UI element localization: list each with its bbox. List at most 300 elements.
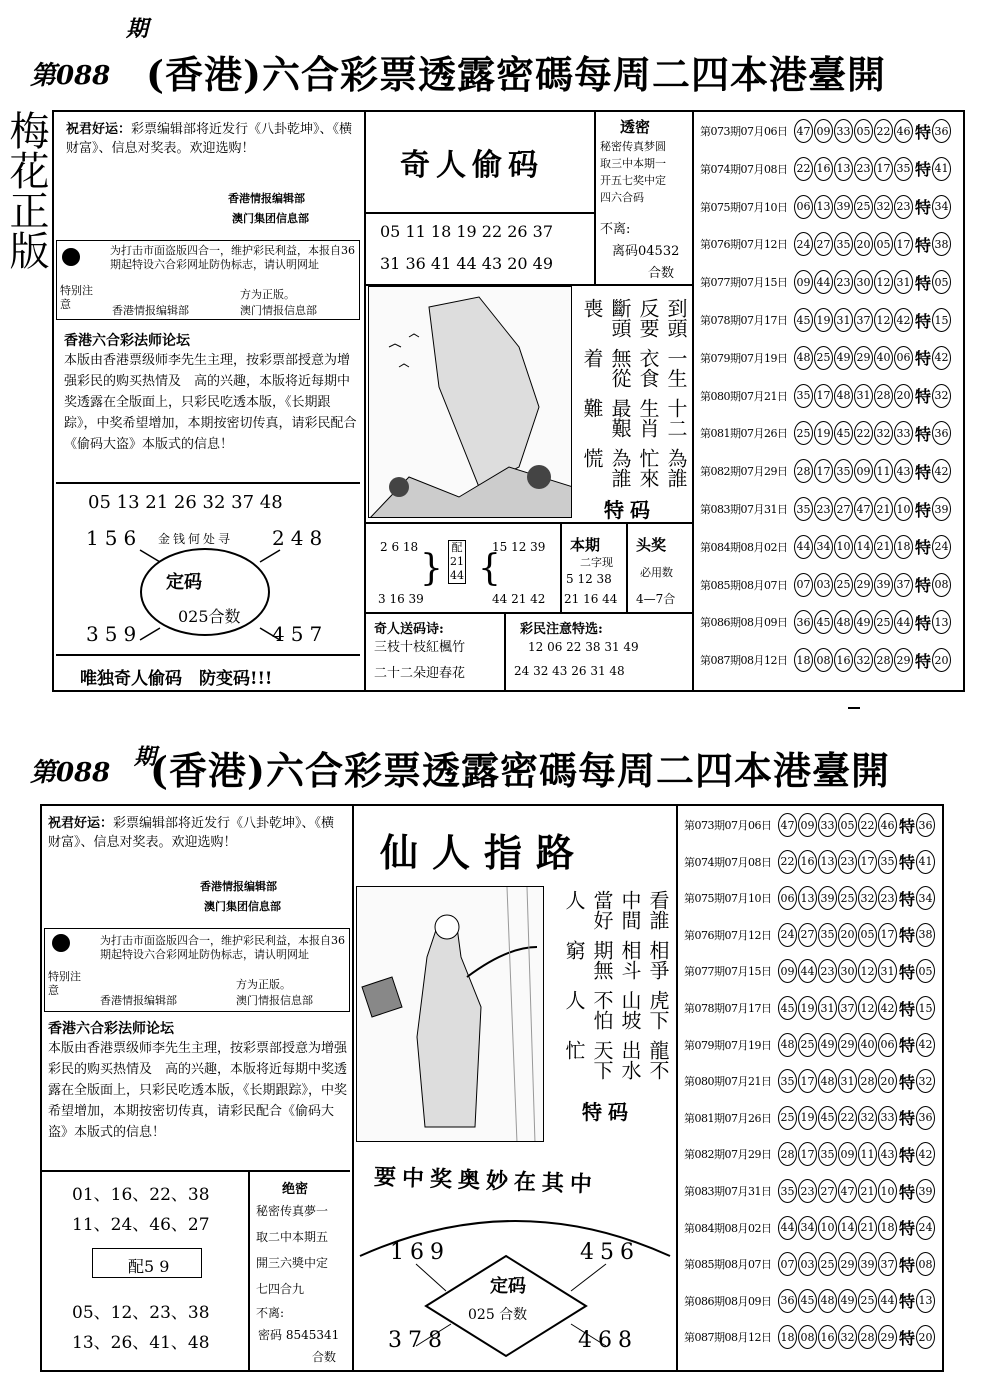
number-ball: 31 — [878, 959, 897, 983]
number-ball: 22 — [794, 157, 813, 181]
number-ball: 48 — [818, 1069, 837, 1093]
number-ball: 44 — [878, 1289, 897, 1313]
number-ball: 48 — [794, 346, 813, 370]
divider — [352, 806, 354, 1370]
special-tail: 方为正版。 — [240, 288, 295, 301]
history-row-label: 第082期07月29日 — [700, 465, 788, 479]
number-ball: 46 — [894, 119, 913, 143]
number-ball: 39 — [834, 195, 853, 219]
number-ball: 30 — [854, 270, 873, 294]
history-row-label: 第081期07月26日 — [700, 427, 788, 441]
history-row-label: 第075期07月10日 — [684, 892, 772, 906]
number-ball: 20 — [878, 1069, 897, 1093]
number-ball: 22 — [778, 850, 797, 874]
songma-l2: 二十二朵迎春花 — [374, 666, 466, 681]
number-ball: 16 — [798, 850, 817, 874]
number-ball: 39 — [858, 1252, 877, 1276]
history-row — [684, 993, 936, 1023]
diamond-tl: 169 — [390, 1240, 450, 1265]
divider — [366, 612, 692, 614]
number-ball: 14 — [854, 535, 873, 559]
panel-title-top: 奇人偷码 — [400, 148, 544, 183]
number-ball: 23 — [854, 157, 873, 181]
number-ball: 47 — [838, 1179, 857, 1203]
number-ball: 29 — [838, 1033, 857, 1057]
history-row — [700, 532, 952, 562]
number-ball: 18 — [778, 1325, 797, 1349]
number-ball: 22 — [858, 813, 877, 837]
bracket-left: } — [420, 548, 443, 589]
diamond-center: 定码 — [490, 1276, 526, 1297]
history-row — [684, 883, 936, 913]
diagram-center: 定码 — [166, 572, 202, 593]
diamond-sub: 025 合数 — [468, 1307, 528, 1323]
number-ball: 48 — [834, 384, 853, 408]
pei-bottom: 配5 9 — [128, 1257, 170, 1276]
te-label: 特 — [899, 1145, 916, 1165]
forum-title-bottom: 香港六合彩法师论坛 — [48, 1021, 174, 1037]
history-row-label: 第079期07月19日 — [684, 1038, 772, 1052]
history-row — [684, 847, 936, 877]
number-ball: 09 — [838, 1142, 857, 1166]
left-nums-l3: 05、12、23、38 — [72, 1303, 210, 1323]
special-sign2: 澳门情报信息部 — [240, 304, 317, 317]
issue-suffix-bottom: 期 — [134, 744, 157, 770]
bracket-right: { — [478, 548, 501, 589]
number-ball: 23 — [834, 270, 853, 294]
number-ball: 28 — [874, 384, 893, 408]
forum-body: 本版由香港票级师李先生主理，按彩票部授意为增强彩民的购买热情及 高的兴趣，本版将近每期中奖透露在全版面上，只彩民吃透本版，《长期跟踪》，中奖希望增加，本期按密切传真，请彩民配合《偷码大盗》本版式的信息！ — [64, 353, 357, 452]
dash-mark — [848, 707, 860, 709]
history-row — [684, 1030, 936, 1060]
number-ball: 25 — [874, 610, 893, 634]
te-label: 特 — [915, 349, 932, 369]
special-sign1-bottom: 香港情报编辑部 — [100, 994, 177, 1007]
number-ball: 25 — [854, 195, 873, 219]
toumi-title: 透密 — [620, 118, 651, 136]
left-nums-l1: 01、16、22、38 — [72, 1185, 210, 1205]
number-ball: 21 — [858, 1179, 877, 1203]
history-row — [684, 1139, 936, 1169]
number-ball: 27 — [798, 923, 817, 947]
number-ball: 23 — [818, 959, 837, 983]
number-ball: 29 — [894, 648, 913, 672]
numbers-row: 05 13 21 26 32 37 48 — [88, 492, 283, 513]
number-ball: 17 — [814, 384, 833, 408]
te-ma-top: 特码 — [604, 498, 656, 522]
special-number-ball: 24 — [932, 535, 951, 559]
juemi-lines: 秘密传真夢一 取二中本期五 開三六獎中定 七四合九 — [256, 1204, 329, 1296]
number-ball: 13 — [798, 886, 817, 910]
notice-block-bottom: 祝君好运：彩票编辑部将近发行《八卦乾坤》、《横财富》、信息对奖表。欢迎选购！ — [48, 816, 335, 850]
number-ball: 35 — [818, 1142, 837, 1166]
divider — [594, 112, 596, 284]
history-row — [684, 1066, 936, 1096]
number-ball: 08 — [798, 1325, 817, 1349]
history-row-label: 第084期08月02日 — [700, 540, 788, 554]
te-label: 特 — [899, 1072, 916, 1092]
history-row — [700, 381, 952, 411]
history-row-label: 第079期07月19日 — [700, 351, 788, 365]
number-ball: 18 — [794, 648, 813, 672]
number-ball: 31 — [854, 384, 873, 408]
number-ball: 37 — [878, 1252, 897, 1276]
special-number-ball: 20 — [916, 1325, 935, 1349]
te-label: 特 — [915, 198, 932, 218]
history-row — [700, 305, 952, 335]
special-number-ball: 38 — [916, 923, 935, 947]
juemi-he: 合数 — [312, 1350, 337, 1364]
special-number-ball: 39 — [916, 1179, 935, 1203]
divider — [626, 524, 628, 612]
number-ball: 18 — [878, 1216, 897, 1240]
special-number-ball: 41 — [916, 850, 935, 874]
diamond-br: 468 — [578, 1328, 638, 1353]
te-label: 特 — [899, 1292, 916, 1312]
caimin-l2: 24 32 43 26 31 48 — [514, 664, 625, 678]
special-number-ball: 41 — [932, 157, 951, 181]
number-ball: 12 — [858, 959, 877, 983]
toujiang-title: 头奖 — [636, 536, 667, 554]
number-ball: 43 — [878, 1142, 897, 1166]
history-row — [684, 1103, 936, 1133]
number-ball: 19 — [798, 996, 817, 1020]
number-ball: 37 — [894, 573, 913, 597]
te-label: 特 — [899, 926, 916, 946]
special-label: 特别注意 — [60, 284, 93, 311]
history-row — [700, 607, 952, 637]
special-number-ball: 34 — [932, 195, 951, 219]
number-ball: 35 — [878, 850, 897, 874]
te-label: 特 — [915, 387, 932, 407]
number-ball: 49 — [854, 610, 873, 634]
number-ball: 20 — [894, 384, 913, 408]
number-ball: 17 — [814, 459, 833, 483]
notice-sign1-bottom: 香港情报编辑部 — [200, 880, 277, 893]
forum-body-bottom: 本版由香港票级师李先生主理，按彩票部授意为增强彩民的购买热情及 高的兴趣，本版将近每期中奖透露在全版面上，只彩民吃透本版，《长期跟踪》，中奖希望增加，本期按密切传真，请彩民配合《偷码大盗》本版式的信息！ — [48, 1041, 348, 1140]
number-ball: 19 — [814, 308, 833, 332]
poem-lines-bottom: 龍不出水天下忙 虎下山坡不怕人 相爭相斗期無窮 看誰中間當好人 — [562, 890, 670, 1080]
number-ball: 46 — [878, 813, 897, 837]
te-label: 特 — [915, 235, 932, 255]
number-ball: 32 — [874, 195, 893, 219]
number-ball: 33 — [878, 1106, 897, 1130]
history-row — [700, 154, 952, 184]
te-label: 特 — [899, 999, 916, 1019]
divider — [42, 1170, 350, 1172]
number-ball: 36 — [794, 610, 813, 634]
number-ball: 10 — [818, 1216, 837, 1240]
te-label: 特 — [899, 1182, 916, 1202]
number-ball: 34 — [798, 1216, 817, 1240]
panel-title-bottom: 仙人指路 — [380, 830, 589, 875]
number-ball: 29 — [878, 1325, 897, 1349]
toujiang-sub: 必用数 — [640, 566, 673, 579]
divider — [366, 522, 692, 524]
number-ball: 35 — [778, 1069, 797, 1093]
notice-greeting: 祝君好运： — [66, 122, 132, 137]
benqi-sub: 二字现 — [580, 556, 613, 569]
number-ball: 05 — [874, 232, 893, 256]
number-ball: 27 — [818, 1179, 837, 1203]
number-ball: 48 — [834, 610, 853, 634]
te-label: 特 — [915, 424, 932, 444]
history-row-label: 第080期07月21日 — [700, 389, 788, 403]
history-row — [700, 267, 952, 297]
number-ball: 22 — [874, 119, 893, 143]
te-label: 特 — [899, 962, 916, 982]
special-number-ball: 08 — [932, 573, 951, 597]
te-label: 特 — [899, 889, 916, 909]
number-ball: 45 — [794, 308, 813, 332]
number-ball: 39 — [818, 886, 837, 910]
number-ball: 22 — [838, 1106, 857, 1130]
juemi-code: 密码 8545341 — [258, 1328, 340, 1342]
history-row-label: 第086期08月09日 — [684, 1294, 772, 1308]
juemi-buli: 不离: — [256, 1306, 285, 1320]
te-ma-bottom: 特码 — [582, 1100, 634, 1124]
number-ball: 27 — [814, 232, 833, 256]
number-ball: 06 — [778, 886, 797, 910]
number-ball: 17 — [858, 850, 877, 874]
te-label: 特 — [915, 160, 932, 180]
number-ball: 42 — [894, 308, 913, 332]
history-row — [700, 645, 952, 675]
number-ball: 37 — [838, 996, 857, 1020]
number-ball: 25 — [794, 421, 813, 445]
te-label: 特 — [915, 613, 932, 633]
number-ball: 13 — [814, 195, 833, 219]
number-ball: 27 — [834, 497, 853, 521]
history-row-label: 第078期07月17日 — [700, 314, 788, 327]
number-ball: 25 — [778, 1106, 797, 1130]
songma-l1: 三枝十枝紅楓竹 — [374, 640, 466, 655]
number-ball: 28 — [778, 1142, 797, 1166]
history-row-label: 第083期07月31日 — [700, 503, 788, 516]
diagram-arrows — [130, 540, 290, 650]
history-row — [700, 343, 952, 373]
special-number-ball: 15 — [916, 996, 935, 1020]
special-number-ball: 24 — [916, 1216, 935, 1240]
number-ball: 25 — [838, 886, 857, 910]
special-number-ball: 42 — [932, 346, 951, 370]
number-ball: 23 — [838, 850, 857, 874]
number-ball: 33 — [894, 421, 913, 445]
te-label: 特 — [915, 500, 932, 520]
number-ball: 44 — [778, 1216, 797, 1240]
juemi-title: 绝密 — [282, 1182, 309, 1197]
history-row — [684, 1286, 936, 1316]
number-ball: 31 — [838, 1069, 857, 1093]
number-ball: 31 — [818, 996, 837, 1020]
number-ball: 10 — [834, 535, 853, 559]
history-row — [700, 418, 952, 448]
number-ball: 09 — [854, 459, 873, 483]
history-row — [684, 1249, 936, 1279]
special-number-ball: 08 — [916, 1252, 935, 1276]
number-ball: 09 — [794, 270, 813, 294]
number-ball: 44 — [798, 959, 817, 983]
number-ball: 45 — [778, 996, 797, 1020]
number-ball: 05 — [838, 813, 857, 837]
history-row — [700, 229, 952, 259]
special-number-ball: 42 — [932, 459, 951, 483]
number-ball: 29 — [838, 1252, 857, 1276]
number-ball: 25 — [798, 1033, 817, 1057]
number-ball: 11 — [858, 1142, 877, 1166]
landscape-illustration — [368, 286, 572, 518]
number-ball: 12 — [874, 270, 893, 294]
number-ball: 17 — [878, 923, 897, 947]
divider — [56, 654, 360, 656]
special-number-ball: 34 — [916, 886, 935, 910]
bomb-icon — [52, 934, 70, 952]
mountain-icon — [369, 287, 572, 518]
te-label: 特 — [915, 651, 932, 671]
number-ball: 03 — [814, 573, 833, 597]
number-ball: 47 — [794, 119, 813, 143]
number-ball: 35 — [794, 497, 813, 521]
number-ball: 23 — [798, 1179, 817, 1203]
number-ball: 47 — [778, 813, 797, 837]
special-number-ball: 39 — [932, 497, 951, 521]
diagram-tr: 248 — [272, 526, 329, 550]
te-label: 特 — [899, 1109, 916, 1129]
special-number-ball: 13 — [932, 610, 951, 634]
number-ball: 35 — [818, 923, 837, 947]
bracket-b2: 44 21 42 — [492, 592, 546, 606]
number-ball: 49 — [818, 1033, 837, 1057]
number-ball: 42 — [878, 996, 897, 1020]
te-label: 特 — [915, 122, 932, 142]
history-row — [684, 1176, 936, 1206]
number-ball: 31 — [894, 270, 913, 294]
history-row — [700, 494, 952, 524]
divider — [364, 112, 366, 690]
history-row-label: 第083期07月31日 — [684, 1185, 772, 1198]
number-ball: 49 — [834, 346, 853, 370]
issue-number-bottom: 第088 — [30, 758, 111, 788]
number-ball: 20 — [838, 923, 857, 947]
number-ball: 18 — [894, 535, 913, 559]
number-ball: 33 — [834, 119, 853, 143]
number-ball: 47 — [854, 497, 873, 521]
number-ball: 39 — [874, 573, 893, 597]
immortal-figure-icon — [357, 887, 544, 1142]
history-row — [700, 570, 952, 600]
divider — [676, 806, 678, 1370]
special-text-bottom: 为打击市面盗版四合一，维护彩民利益，本报自36期起特设六合彩网址防伪标志，请认明网址 — [100, 934, 345, 961]
number-ball: 24 — [778, 923, 797, 947]
number-ball: 09 — [778, 959, 797, 983]
history-row — [684, 1322, 936, 1352]
te-label: 特 — [899, 816, 916, 836]
number-ball: 48 — [818, 1289, 837, 1313]
history-row-label: 第075期07月10日 — [700, 200, 788, 214]
number-ball: 25 — [858, 1289, 877, 1313]
bomb-icon — [62, 248, 80, 266]
divider — [248, 1172, 250, 1370]
number-ball: 35 — [794, 384, 813, 408]
number-ball: 32 — [874, 421, 893, 445]
special-number-ball: 42 — [916, 1142, 935, 1166]
te-label: 特 — [899, 1255, 916, 1275]
te-label: 特 — [915, 576, 932, 596]
history-row-label: 第080期07月21日 — [684, 1075, 772, 1089]
toumi-lines: 秘密传真梦圆 取三中本期一 开五七奖中定 四六合码 — [600, 140, 666, 204]
special-number-ball: 36 — [916, 1106, 935, 1130]
bracket-a2: 3 16 39 — [378, 592, 424, 606]
te-label: 特 — [899, 853, 916, 873]
history-table-top — [696, 116, 964, 688]
divider — [560, 524, 562, 612]
number-ball: 23 — [814, 497, 833, 521]
special-number-ball: 36 — [916, 813, 935, 837]
special-number-ball: 20 — [932, 648, 951, 672]
left-nums-l4: 13、26、41、48 — [72, 1333, 210, 1353]
special-number-ball: 13 — [916, 1289, 935, 1313]
number-ball: 09 — [798, 813, 817, 837]
special-tail-bottom: 方为正版。 — [236, 978, 291, 991]
number-ball: 32 — [858, 886, 877, 910]
history-table-bottom — [680, 810, 942, 1370]
forum-title: 香港六合彩法师论坛 — [64, 333, 190, 349]
number-ball: 21 — [858, 1216, 877, 1240]
number-ball: 25 — [818, 1252, 837, 1276]
diagram-arc-text: 金钱何处寻 — [158, 532, 234, 546]
number-ball: 22 — [854, 421, 873, 445]
history-row-label: 第082期07月29日 — [684, 1148, 772, 1162]
number-ball: 32 — [858, 1106, 877, 1130]
special-number-ball: 36 — [932, 421, 951, 445]
notice-sign2: 澳门集团信息部 — [232, 212, 309, 225]
number-ball: 36 — [778, 1289, 797, 1313]
number-ball: 43 — [894, 459, 913, 483]
te-label: 特 — [915, 311, 932, 331]
notice-body: 彩票编辑部将近发行《八卦乾坤》、《横财富》、信息对奖表。欢迎选购！ — [66, 122, 353, 156]
history-row-label: 第076期07月12日 — [684, 928, 772, 942]
number-ball: 06 — [894, 346, 913, 370]
number-ball: 17 — [894, 232, 913, 256]
bracket-b1: 15 12 39 — [492, 540, 546, 554]
te-label: 特 — [899, 1328, 916, 1348]
number-ball: 25 — [814, 346, 833, 370]
history-row-label: 第077期07月15日 — [700, 276, 788, 290]
history-row — [684, 920, 936, 950]
special-text: 为打击市面盗版四合一，维护彩民利益，本报自36期起特设六合彩网址防伪标志，请认明网址 — [110, 244, 355, 271]
history-row-label: 第084期08月02日 — [684, 1221, 772, 1235]
number-ball: 23 — [878, 886, 897, 910]
caimin-title: 彩民注意特选: — [520, 622, 603, 637]
special-label-bottom: 特别注意 — [48, 970, 81, 997]
songma-title: 奇人送码诗: — [374, 622, 444, 637]
number-ball: 45 — [814, 610, 833, 634]
number-ball: 19 — [798, 1106, 817, 1130]
diamond-bl: 378 — [388, 1328, 448, 1353]
number-ball: 45 — [834, 421, 853, 445]
te-label: 特 — [915, 538, 932, 558]
number-ball: 28 — [794, 459, 813, 483]
number-ball: 48 — [778, 1033, 797, 1057]
footer-slogan: 唯独奇人偷码 防变码!!! — [80, 669, 273, 689]
diagram-tl: 156 — [86, 526, 143, 550]
divider — [56, 482, 360, 484]
special-sign2-bottom: 澳门情报信息部 — [236, 994, 313, 1007]
number-ball: 08 — [814, 648, 833, 672]
divider — [366, 212, 594, 214]
number-ball: 17 — [874, 157, 893, 181]
number-ball: 06 — [794, 195, 813, 219]
